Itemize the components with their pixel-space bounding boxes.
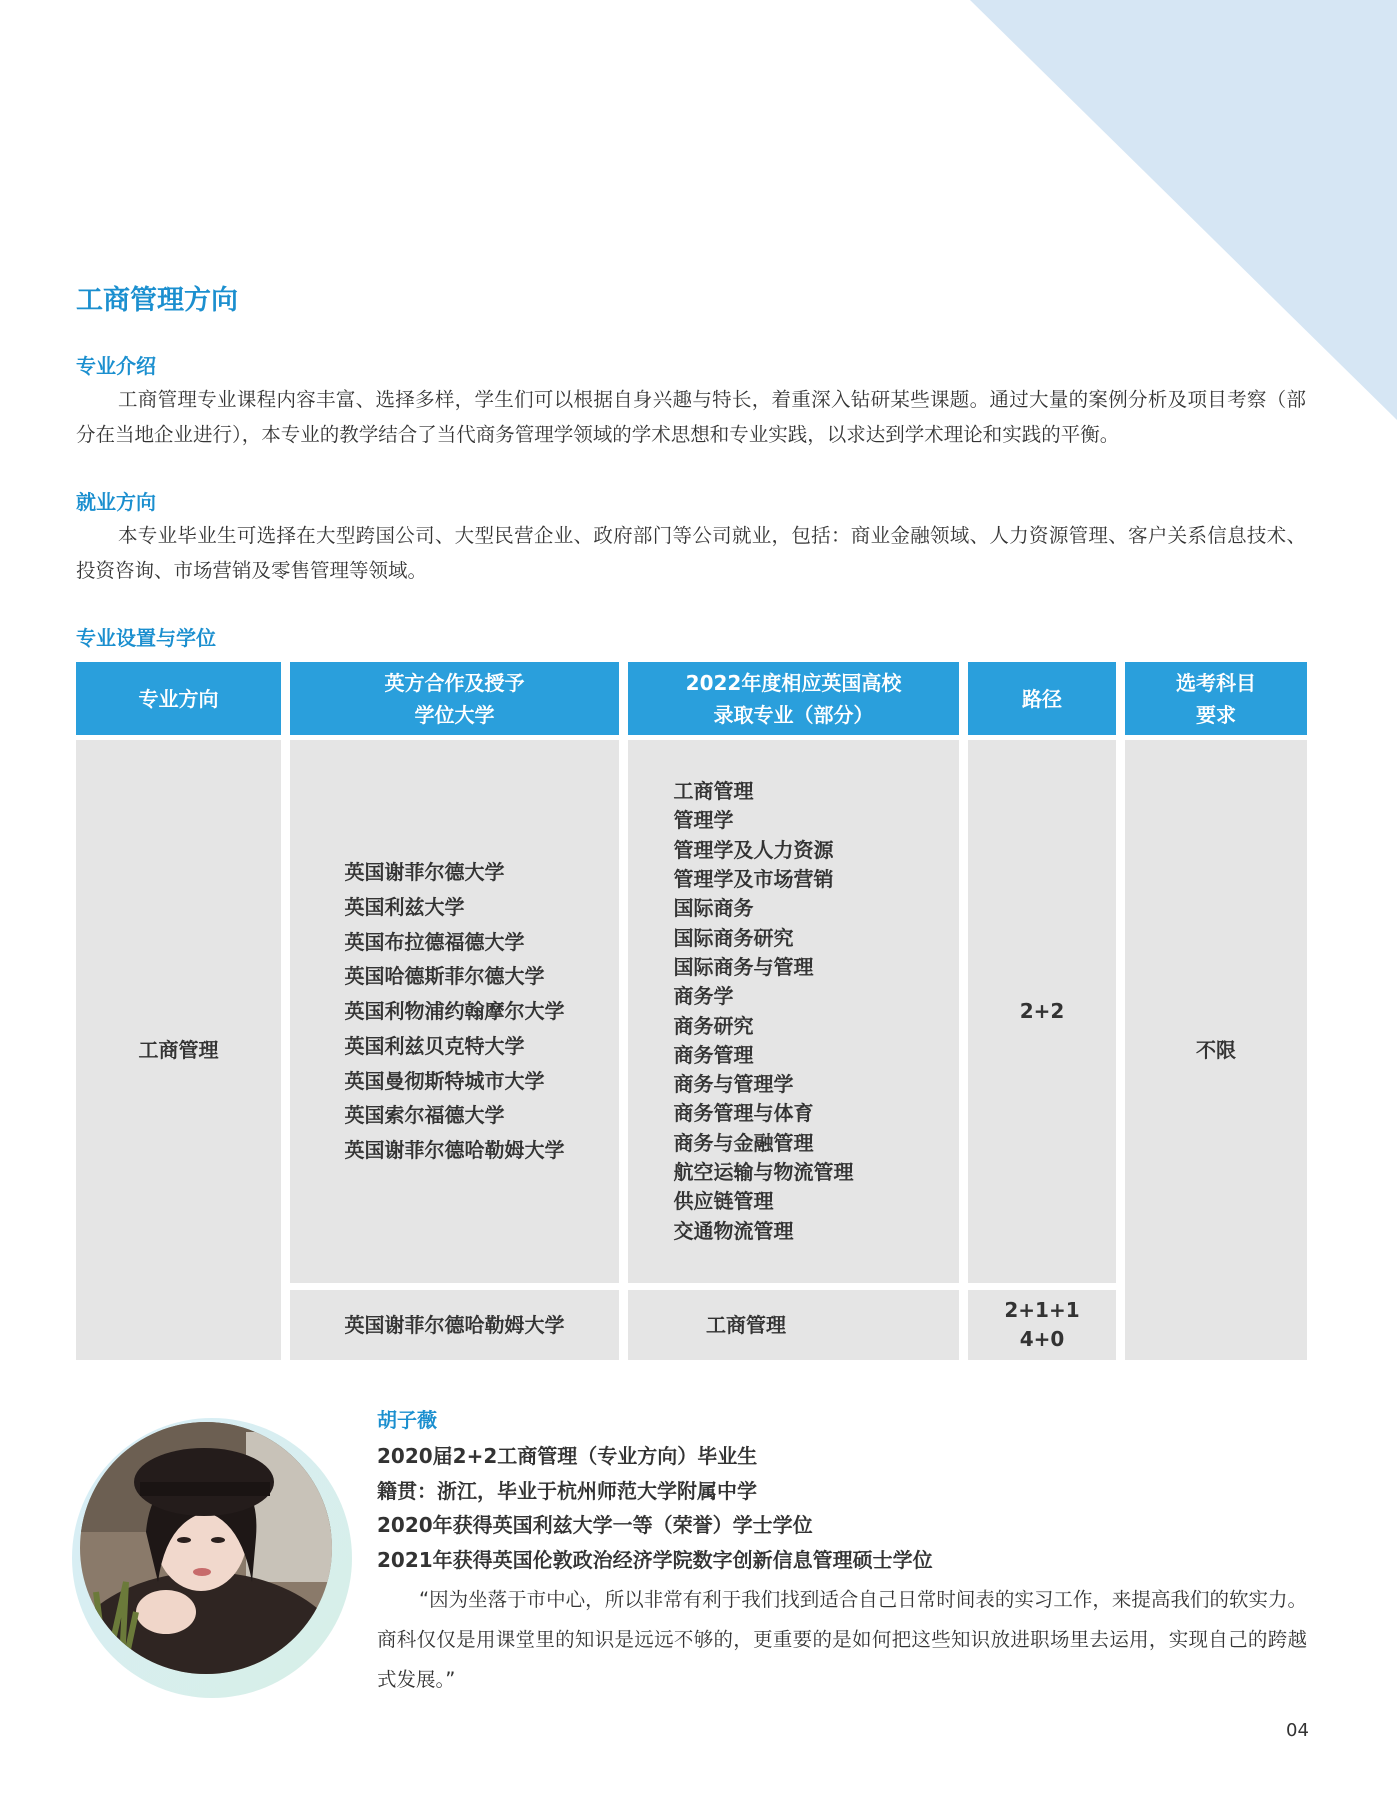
- list-item: 英国利兹贝克特大学: [344, 1033, 525, 1058]
- cell-path-row2: 2+1+1 4+0: [968, 1290, 1116, 1360]
- header-university: 英方合作及授予 学位大学: [290, 662, 619, 735]
- list-item: 交通物流管理: [673, 1218, 794, 1243]
- list-item: 英国哈德斯菲尔德大学: [344, 964, 545, 989]
- list-item: 英国利兹大学: [344, 895, 465, 920]
- cell-universities: [290, 740, 619, 1283]
- cell-course-row2: 工商管理: [628, 1290, 959, 1360]
- intro-text: 工商管理专业课程内容丰富、选择多样，学生们可以根据自身兴趣与特长，着重深入钻研某些课题。通过大量的案例分析及项目考察（部分在当地企业进行），本专业的教学结合了当代商务管理学领域的学术思想和专业实践，以求达到学术理论和实践的平衡。: [76, 388, 1306, 446]
- list-item: 管理学及人力资源: [673, 837, 834, 862]
- list-item: 英国谢菲尔德大学: [344, 860, 505, 885]
- header-requirement: 选考科目 要求: [1125, 662, 1307, 735]
- header-major: 专业方向: [76, 662, 281, 735]
- list-item: 英国曼彻斯特城市大学: [344, 1068, 545, 1093]
- profile-line: 2020年获得英国利兹大学一等（荣誉）学士学位: [377, 1513, 813, 1537]
- cell-major: 工商管理: [76, 740, 281, 1360]
- career-text: 本专业毕业生可选择在大型跨国公司、大型民营企业、政府部门等公司就业，包括：商业金融领域、人力资源管理、客户关系信息技术、投资咨询、市场营销及零售管理等领域。: [76, 524, 1306, 582]
- list-item: 供应链管理: [673, 1189, 774, 1214]
- list-item: 英国索尔福德大学: [344, 1103, 505, 1128]
- list-item: 商务管理: [673, 1042, 754, 1067]
- list-item: 商务管理与体育: [673, 1101, 814, 1126]
- profile-quote: “因为坐落于市中心，所以非常有利于我们找到适合自己日常时间表的实习工作，来提高我们的软实力。商科仅仅是用课堂里的知识是远远不够的，更重要的是如何把这些知识放进职场里去运用，实现自己的跨越式发展。”: [377, 1588, 1307, 1691]
- cell-requirement: 不限: [1125, 740, 1307, 1360]
- profile-line: 2020届2+2工商管理（专业方向）毕业生: [377, 1444, 758, 1468]
- degree-heading: 专业设置与学位: [76, 626, 216, 650]
- page-number: 04: [1286, 1720, 1309, 1741]
- list-item: 英国谢菲尔德哈勒姆大学: [344, 1137, 565, 1162]
- cell-courses: [628, 740, 959, 1283]
- list-item: 国际商务与管理: [673, 954, 814, 979]
- list-item: 航空运输与物流管理: [673, 1159, 854, 1184]
- list-item: 商务与金融管理: [673, 1130, 814, 1155]
- career-heading: 就业方向: [76, 490, 156, 514]
- profile-line: 籍贯：浙江，毕业于杭州师范大学附属中学: [377, 1479, 757, 1503]
- list-item: 英国利物浦约翰摩尔大学: [344, 999, 565, 1024]
- list-item: 管理学及市场营销: [673, 867, 834, 892]
- list-item: 商务学: [673, 984, 734, 1009]
- profile-line: 2021年获得英国伦敦政治经济学院数字创新信息管理硕士学位: [377, 1548, 933, 1572]
- cell-path-row1: 2+2: [968, 740, 1116, 1283]
- list-item: 国际商务: [673, 896, 754, 921]
- profile-name: 胡子薇: [377, 1408, 437, 1432]
- course-list: [674, 777, 854, 1246]
- corner-decoration: [0, 0, 1397, 420]
- list-item: 工商管理: [673, 779, 754, 804]
- list-item: 国际商务研究: [673, 925, 794, 950]
- list-item: 商务与管理学: [673, 1072, 794, 1097]
- university-list: [345, 855, 565, 1167]
- list-item: 商务研究: [673, 1013, 754, 1038]
- intro-heading: 专业介绍: [76, 354, 156, 378]
- list-item: 英国布拉德福德大学: [344, 929, 525, 954]
- cell-university-row2: 英国谢菲尔德哈勒姆大学: [290, 1290, 619, 1360]
- list-item: 管理学: [673, 808, 734, 833]
- page-title: 工商管理方向: [76, 285, 238, 316]
- header-path: 路径: [968, 662, 1116, 735]
- header-courses: 2022年度相应英国高校 录取专业（部分）: [628, 662, 959, 735]
- avatar: [66, 1412, 354, 1700]
